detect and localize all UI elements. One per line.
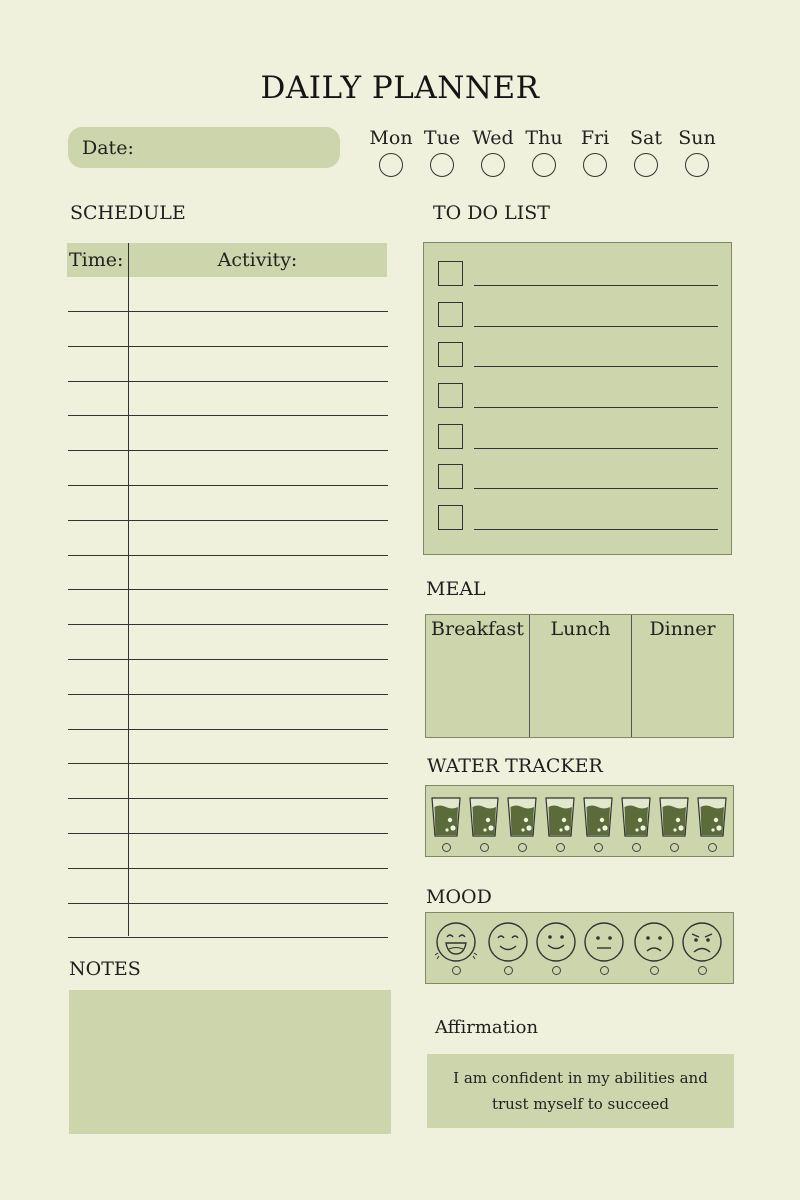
day-wed bbox=[468, 127, 518, 177]
schedule-row[interactable] bbox=[68, 694, 388, 729]
day-label: Fri bbox=[580, 127, 610, 149]
day-label: Mon bbox=[369, 127, 413, 149]
day-mon-checkbox[interactable] bbox=[379, 153, 403, 177]
schedule-row[interactable] bbox=[68, 729, 388, 764]
meal-column-label: Breakfast bbox=[431, 618, 524, 640]
water-glass-icon bbox=[620, 795, 652, 839]
mood-checkbox[interactable] bbox=[452, 966, 461, 975]
meal-title: MEAL bbox=[426, 578, 486, 600]
water-checkbox[interactable] bbox=[518, 843, 527, 852]
water-checkbox[interactable] bbox=[594, 843, 603, 852]
schedule-rows bbox=[68, 311, 388, 938]
day-wed-checkbox[interactable] bbox=[481, 153, 505, 177]
meal-column-label: Dinner bbox=[649, 618, 716, 640]
day-label: Sat bbox=[630, 127, 662, 149]
neutral-face-icon bbox=[583, 921, 625, 963]
todo-item bbox=[438, 464, 718, 489]
todo-line[interactable] bbox=[474, 529, 718, 530]
water-checkbox[interactable] bbox=[556, 843, 565, 852]
schedule-row[interactable] bbox=[68, 624, 388, 659]
sad-face-icon bbox=[633, 921, 675, 963]
schedule-row[interactable] bbox=[68, 833, 388, 868]
happy-face-icon bbox=[487, 921, 529, 963]
day-thu-checkbox[interactable] bbox=[532, 153, 556, 177]
notes-title: NOTES bbox=[69, 958, 141, 980]
todo-item bbox=[438, 302, 718, 327]
water-checkbox[interactable] bbox=[632, 843, 641, 852]
activity-header: Activity: bbox=[217, 249, 298, 271]
water-glass-icon bbox=[658, 795, 690, 839]
todo-list bbox=[423, 242, 732, 555]
water-glass-icon bbox=[468, 795, 500, 839]
todo-checkbox[interactable] bbox=[438, 261, 463, 286]
water-checkbox[interactable] bbox=[670, 843, 679, 852]
todo-item bbox=[438, 505, 718, 530]
mood-title: MOOD bbox=[426, 886, 492, 908]
water-checkbox[interactable] bbox=[480, 843, 489, 852]
todo-checkbox[interactable] bbox=[438, 505, 463, 530]
angry-face-icon bbox=[681, 921, 723, 963]
todo-item bbox=[438, 424, 718, 449]
day-label: Tue bbox=[423, 127, 461, 149]
date-label: Date: bbox=[82, 136, 134, 159]
day-fri-checkbox[interactable] bbox=[583, 153, 607, 177]
water-glass-icon bbox=[506, 795, 538, 839]
todo-title: TO DO LIST bbox=[433, 202, 550, 224]
mood-checkbox[interactable] bbox=[650, 966, 659, 975]
day-label: Thu bbox=[525, 127, 563, 149]
meal-table bbox=[425, 614, 734, 738]
schedule-row[interactable] bbox=[68, 520, 388, 555]
todo-item bbox=[438, 383, 718, 408]
page-title: DAILY PLANNER bbox=[260, 70, 540, 106]
affirmation-line: trust myself to succeed bbox=[491, 1095, 670, 1113]
day-mon bbox=[366, 127, 416, 177]
todo-item bbox=[438, 342, 718, 367]
day-sat bbox=[621, 127, 671, 177]
mood-checkbox[interactable] bbox=[600, 966, 609, 975]
date-field[interactable] bbox=[68, 127, 340, 168]
schedule-row[interactable] bbox=[68, 868, 388, 903]
todo-checkbox[interactable] bbox=[438, 342, 463, 367]
todo-line[interactable] bbox=[474, 488, 718, 489]
water-checkbox[interactable] bbox=[708, 843, 717, 852]
mood-checkbox[interactable] bbox=[504, 966, 513, 975]
day-label: Wed bbox=[472, 127, 514, 149]
day-sat-checkbox[interactable] bbox=[634, 153, 658, 177]
water-glass-icon bbox=[544, 795, 576, 839]
mood-checkbox[interactable] bbox=[552, 966, 561, 975]
meal-column-label: Lunch bbox=[550, 618, 611, 640]
mood-checkbox[interactable] bbox=[698, 966, 707, 975]
meal-breakfast[interactable] bbox=[426, 615, 529, 737]
affirmation-line: I am confident in my abilities and bbox=[453, 1069, 708, 1087]
day-sun bbox=[672, 127, 722, 177]
schedule-row-end bbox=[68, 937, 388, 938]
day-thu bbox=[519, 127, 569, 177]
smiling-face-icon bbox=[535, 921, 577, 963]
todo-checkbox[interactable] bbox=[438, 302, 463, 327]
affirmation-text bbox=[451, 1065, 711, 1117]
affirmation-box bbox=[427, 1054, 734, 1128]
affirmation-title: Affirmation bbox=[435, 1017, 539, 1038]
laughing-face-icon bbox=[435, 921, 477, 963]
day-tue-checkbox[interactable] bbox=[430, 153, 454, 177]
todo-line[interactable] bbox=[474, 407, 718, 408]
schedule-row[interactable] bbox=[68, 485, 388, 520]
schedule-row[interactable] bbox=[68, 311, 388, 346]
schedule-row[interactable] bbox=[68, 450, 388, 485]
todo-line[interactable] bbox=[474, 366, 718, 367]
meal-lunch[interactable] bbox=[529, 615, 631, 737]
schedule-title: SCHEDULE bbox=[70, 202, 186, 224]
notes-area[interactable] bbox=[69, 990, 391, 1134]
day-label: Sun bbox=[678, 127, 716, 149]
schedule-row[interactable] bbox=[68, 381, 388, 416]
todo-checkbox[interactable] bbox=[438, 383, 463, 408]
schedule-row[interactable] bbox=[68, 798, 388, 833]
todo-checkbox[interactable] bbox=[438, 424, 463, 449]
meal-dinner[interactable] bbox=[631, 615, 733, 737]
todo-checkbox[interactable] bbox=[438, 464, 463, 489]
schedule-row[interactable] bbox=[68, 555, 388, 590]
water-title: WATER TRACKER bbox=[427, 755, 603, 777]
todo-line[interactable] bbox=[474, 326, 718, 327]
time-header: Time: bbox=[69, 249, 124, 271]
schedule-row[interactable] bbox=[68, 346, 388, 381]
day-fri bbox=[570, 127, 620, 177]
schedule-row[interactable] bbox=[68, 659, 388, 694]
todo-line[interactable] bbox=[474, 448, 718, 449]
water-glass-icon bbox=[430, 795, 462, 839]
schedule-row[interactable] bbox=[68, 589, 388, 624]
schedule-row[interactable] bbox=[68, 763, 388, 798]
water-tracker bbox=[425, 785, 734, 857]
mood-tracker bbox=[425, 912, 734, 984]
todo-line[interactable] bbox=[474, 285, 718, 286]
water-checkbox[interactable] bbox=[442, 843, 451, 852]
todo-item bbox=[438, 261, 718, 286]
day-sun-checkbox[interactable] bbox=[685, 153, 709, 177]
water-glass-icon bbox=[696, 795, 728, 839]
weekday-selector bbox=[366, 127, 722, 177]
schedule-header bbox=[67, 243, 387, 277]
day-tue bbox=[417, 127, 467, 177]
water-glass-icon bbox=[582, 795, 614, 839]
schedule-row[interactable] bbox=[68, 415, 388, 450]
schedule-row[interactable] bbox=[68, 903, 388, 938]
